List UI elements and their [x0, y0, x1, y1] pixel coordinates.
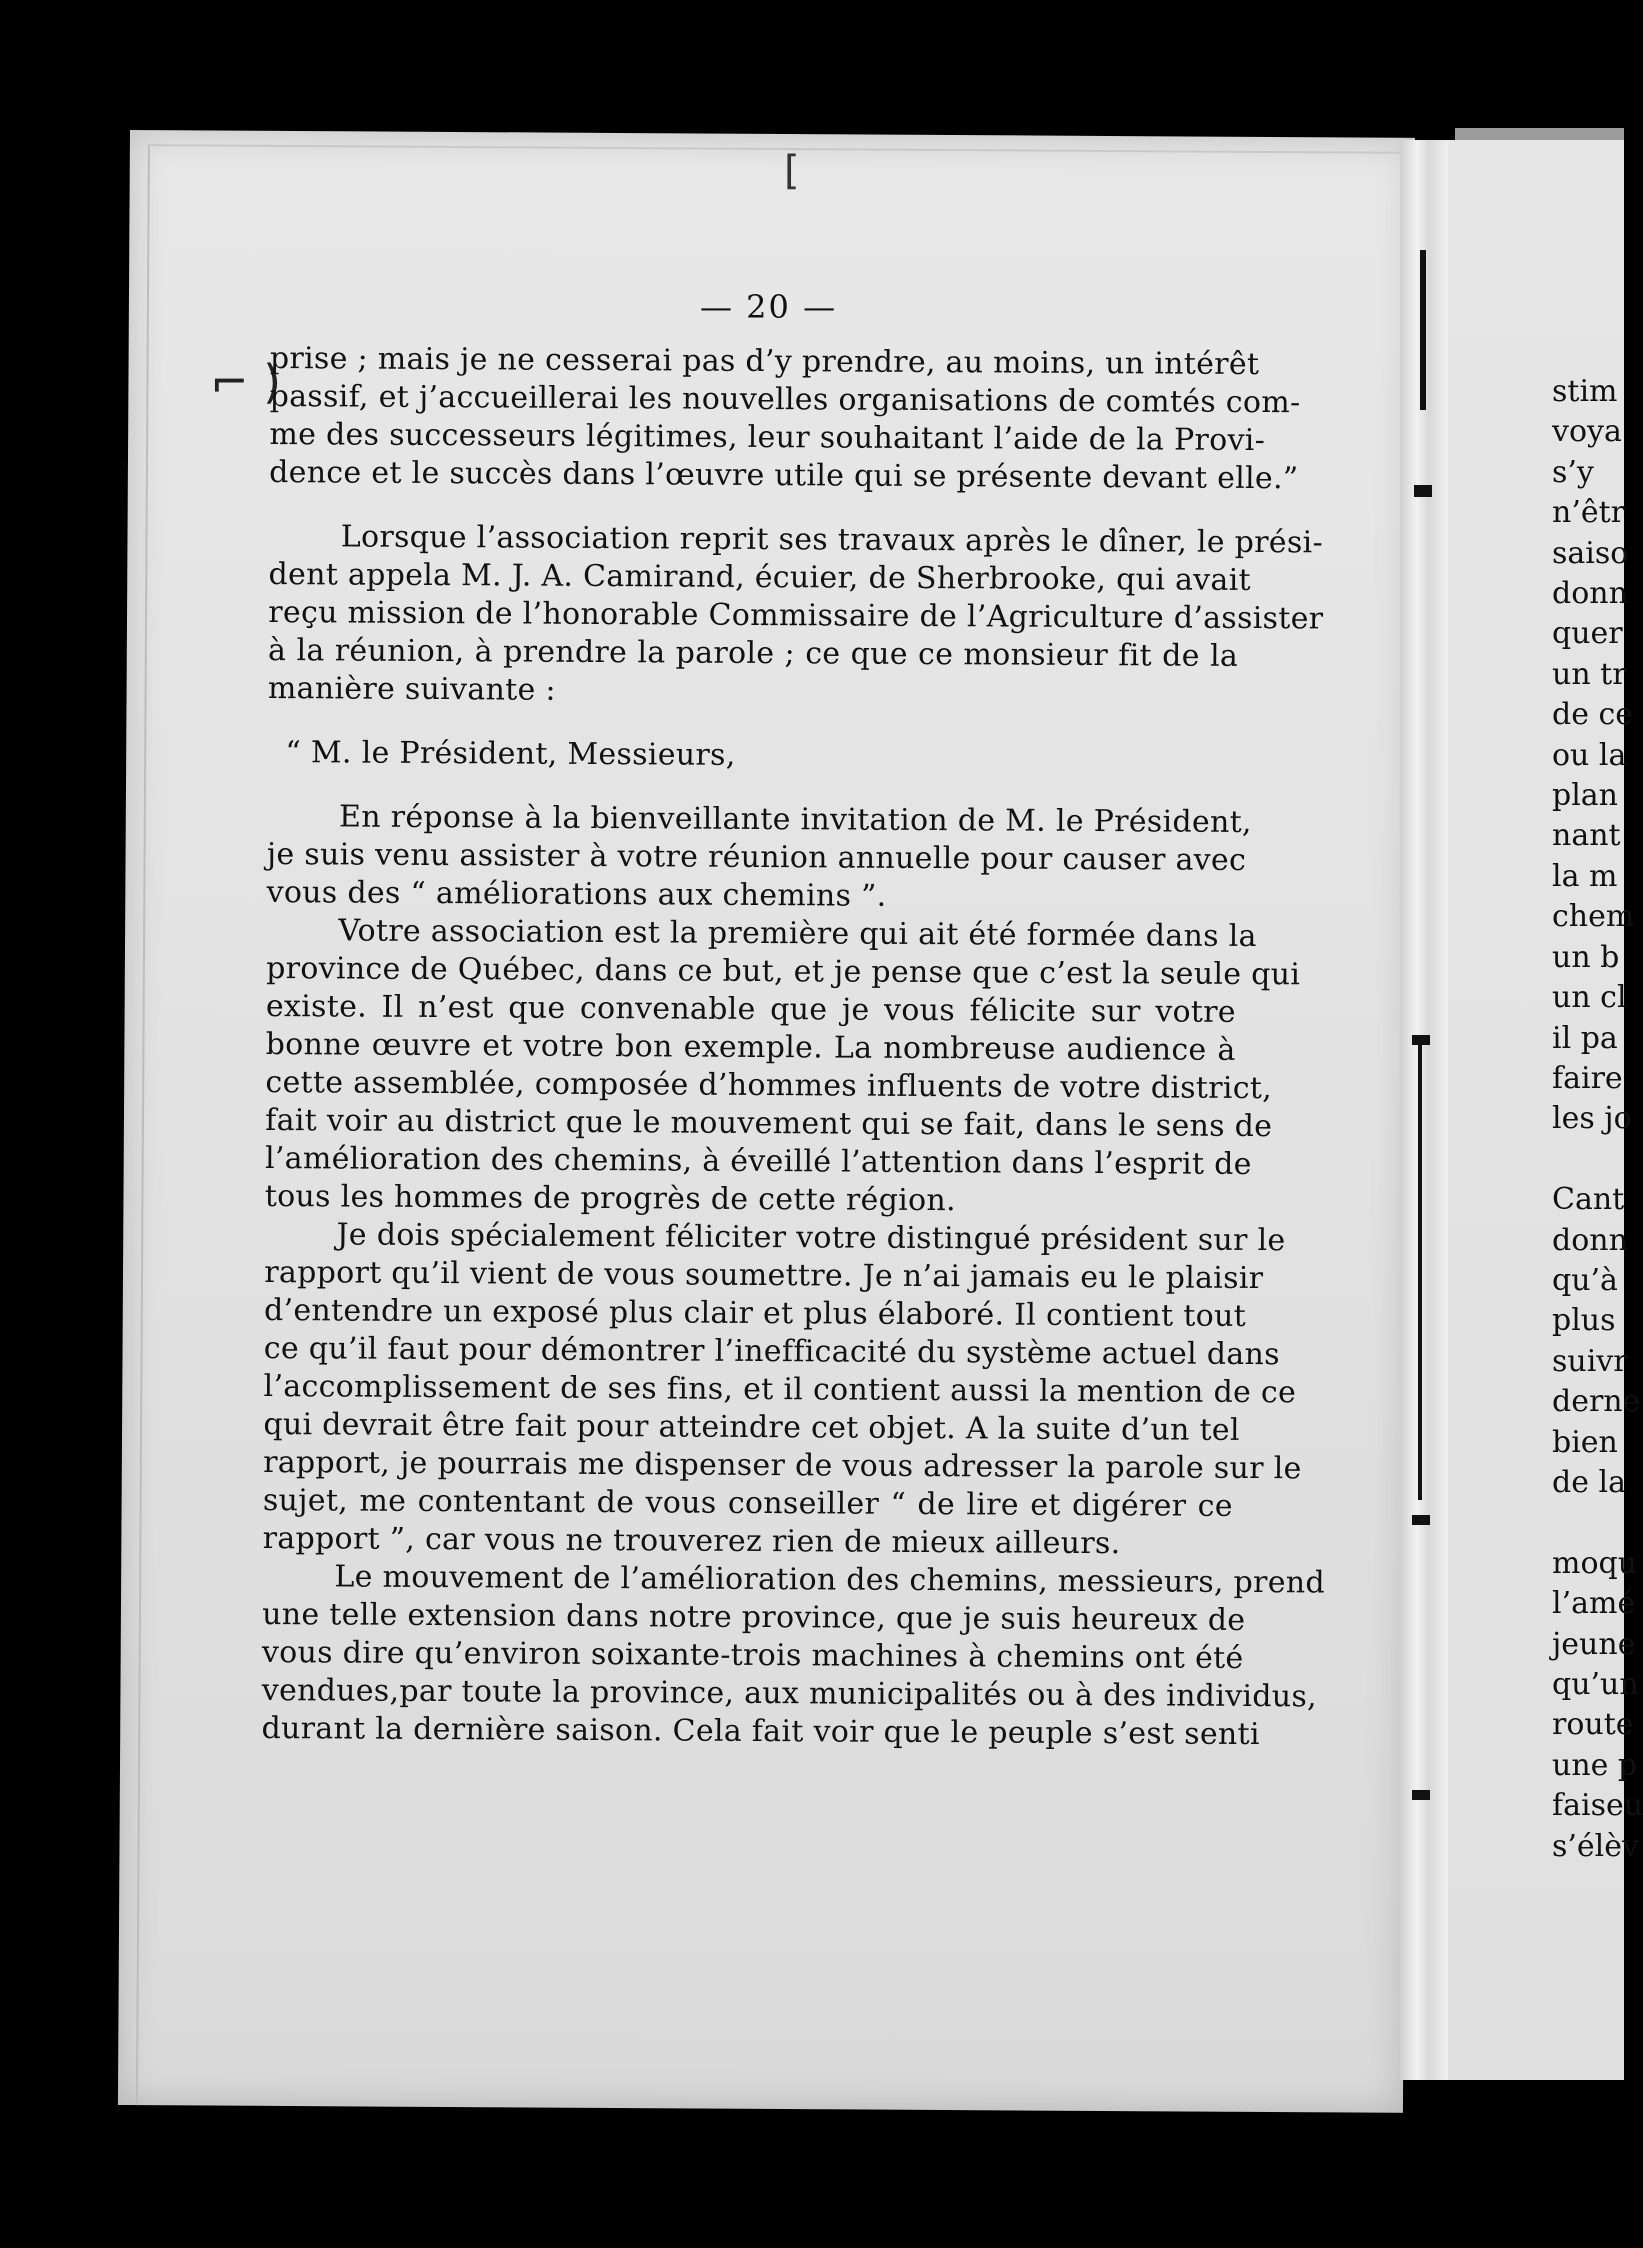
text-line: rapport ”, car vous ne trouverez rien de mieux ailleurs. — [262, 1520, 1121, 1562]
text-line: Votre association est la première qui ait été formée dans la — [338, 913, 1257, 955]
right-page-fragment: derne — [1552, 1384, 1641, 1420]
text-line: province de Québec, dans ce but, et je pense que c’est la seule qui — [266, 950, 1301, 993]
right-page-fragment: la m — [1552, 858, 1618, 894]
right-page-fragment: une p — [1552, 1747, 1638, 1783]
text-line: tous les hommes de progrès de cette région. — [264, 1178, 956, 1219]
text-line: qui devrait être fait pour atteindre cet objet. A la suite d’un tel — [263, 1406, 1240, 1448]
right-page-fragment: l’amé — [1552, 1586, 1636, 1622]
right-page-fragment: donn — [1552, 576, 1628, 612]
text-line: dence et le succès dans l’œuvre utile qui se présente devant elle.” — [269, 454, 1299, 497]
page-number: — 20 — — [700, 288, 838, 326]
text-line: je suis venu assister à votre réunion annuelle pour causer avec — [266, 836, 1247, 878]
right-page-fragment: jeune — [1552, 1626, 1636, 1662]
text-line: Je dois spécialement féliciter votre distingué président sur le — [336, 1217, 1286, 1259]
pencil-mark: [ — [784, 148, 800, 194]
text-line: une telle extension dans notre province, que je suis heureux de — [262, 1596, 1246, 1638]
text-line: Le mouvement de l’amélioration des chemins, messieurs, prend — [334, 1559, 1326, 1601]
right-page-fragment: s’élèv — [1552, 1828, 1639, 1864]
text-line: vendues,par toute la province, aux municipalités ou à des individus, — [261, 1672, 1318, 1715]
margin-annotation: ⌐ ) — [210, 355, 282, 409]
binding-stitch-mark — [1418, 1040, 1422, 1500]
right-page-fragment — [1552, 1503, 1624, 1543]
right-page-fragment: quer — [1552, 616, 1623, 652]
text-line: existe. Il n’est que convenable que je vous félicite sur votre — [265, 988, 1237, 1030]
text-line: prise ; mais je ne cesserai pas d’y prendre, au moins, un intérêt — [269, 340, 1260, 383]
right-page-fragment: les jo — [1552, 1101, 1632, 1137]
right-page-fragment: voya — [1552, 414, 1622, 450]
right-page-fragment: stim — [1552, 374, 1618, 409]
right-page-fragment: bien — [1552, 1424, 1618, 1460]
text-line: me des successeurs légitimes, leur souhaitant l’aide de la Provi- — [269, 416, 1266, 459]
binding-stitch-mark — [1412, 1790, 1430, 1800]
right-page-fragment: suivr — [1552, 1343, 1628, 1379]
text-line: En réponse à la bienveillante invitation de M. le Président, — [338, 799, 1252, 841]
right-page-fragment: un tr — [1552, 656, 1627, 692]
right-page-fragment: donn — [1552, 1222, 1628, 1258]
right-page-fragment: faiseu — [1552, 1788, 1643, 1824]
right-page-fragment: route — [1552, 1707, 1634, 1743]
right-page-fragment: chem — [1552, 899, 1635, 935]
right-page-fragment: de ce — [1552, 697, 1634, 733]
right-page-fragment: qu’un — [1552, 1667, 1639, 1702]
text-line: “ M. le Président, Messieurs, — [285, 735, 736, 773]
right-page-fragment: faire — [1552, 1060, 1623, 1096]
right-page-fragment — [1552, 1140, 1624, 1180]
right-page-fragment: nant — [1552, 818, 1621, 854]
right-page-fragment: un cl — [1552, 980, 1627, 1016]
right-page-fragment: saiso — [1552, 535, 1629, 571]
text-line: vous des “ améliorations aux chemins ”. — [266, 874, 887, 914]
right-page-fragment: Cant — [1552, 1182, 1625, 1218]
right-page-fragment: plan — [1552, 778, 1619, 814]
text-line: vous dire qu’environ soixante-trois machines à chemins ont été — [261, 1634, 1244, 1676]
text-line: ce qu’il faut pour démontrer l’inefficacité du système actuel dans — [263, 1330, 1280, 1373]
text-line: durant la dernière saison. Cela fait voir que le peuple s’est senti — [261, 1710, 1260, 1753]
binding-stitch-mark — [1414, 485, 1432, 497]
text-line: reçu mission de l’honorable Commissaire de l’Agriculture d’assister — [268, 594, 1324, 637]
right-page-fragment: un b — [1552, 939, 1620, 975]
right-page-fragment: ou la — [1552, 737, 1627, 773]
right-page-fragment: n’êtr — [1552, 495, 1626, 531]
right-page-fragment: moqu — [1552, 1545, 1638, 1581]
binding-stitch-mark — [1412, 1515, 1430, 1525]
right-page-fragment: s’y — [1552, 454, 1594, 490]
right-page-fragment: de la — [1552, 1464, 1626, 1500]
binding-stitch-mark — [1412, 1035, 1430, 1045]
body-text — [261, 340, 1326, 1754]
text-line: à la réunion, à prendre la parole ; ce que ce monsieur fit de la — [267, 632, 1239, 674]
text-line: cette assemblée, composée d’hommes influents de votre district, — [265, 1064, 1273, 1107]
text-line: manière suivante : — [267, 670, 556, 708]
text-line: d’entendre un exposé plus clair et plus élaboré. Il contient tout — [263, 1292, 1247, 1334]
right-page-text-fragments — [1552, 372, 1643, 1867]
right-page-fragment: il pa — [1552, 1020, 1618, 1056]
text-line: rapport, je pourrais me dispenser de vous adresser la parole sur le — [263, 1444, 1302, 1487]
right-page-fragment: plus — [1552, 1303, 1616, 1339]
text-line: sujet, me contentant de vous conseiller “ de lire et digérer ce — [262, 1482, 1233, 1524]
text-line: fait voir au district que le mouvement qui se fait, dans le sens de — [265, 1102, 1273, 1145]
book-binding — [1400, 140, 1448, 2080]
text-line: bonne œuvre et votre bon exemple. La nombreuse audience à — [265, 1026, 1236, 1068]
text-line: l’accomplissement de ses fins, et il contient aussi la mention de ce — [263, 1368, 1297, 1411]
text-line: passif, et j’accueillerai les nouvelles organisations de comtés com- — [269, 378, 1301, 421]
text-line: l’amélioration des chemins, à éveillé l’attention dans l’esprit de — [264, 1140, 1252, 1183]
text-line: rapport qu’il vient de vous soumettre. Je n’ai jamais eu le plaisir — [264, 1254, 1264, 1297]
text-line: dent appela M. J. A. Camirand, écuier, de Sherbrooke, qui avait — [268, 556, 1251, 598]
text-line: Lorsque l’association reprit ses travaux après le dîner, le prési- — [340, 519, 1324, 561]
right-page-fragment: qu’à — [1552, 1262, 1618, 1298]
binding-stitch-mark — [1420, 250, 1426, 410]
